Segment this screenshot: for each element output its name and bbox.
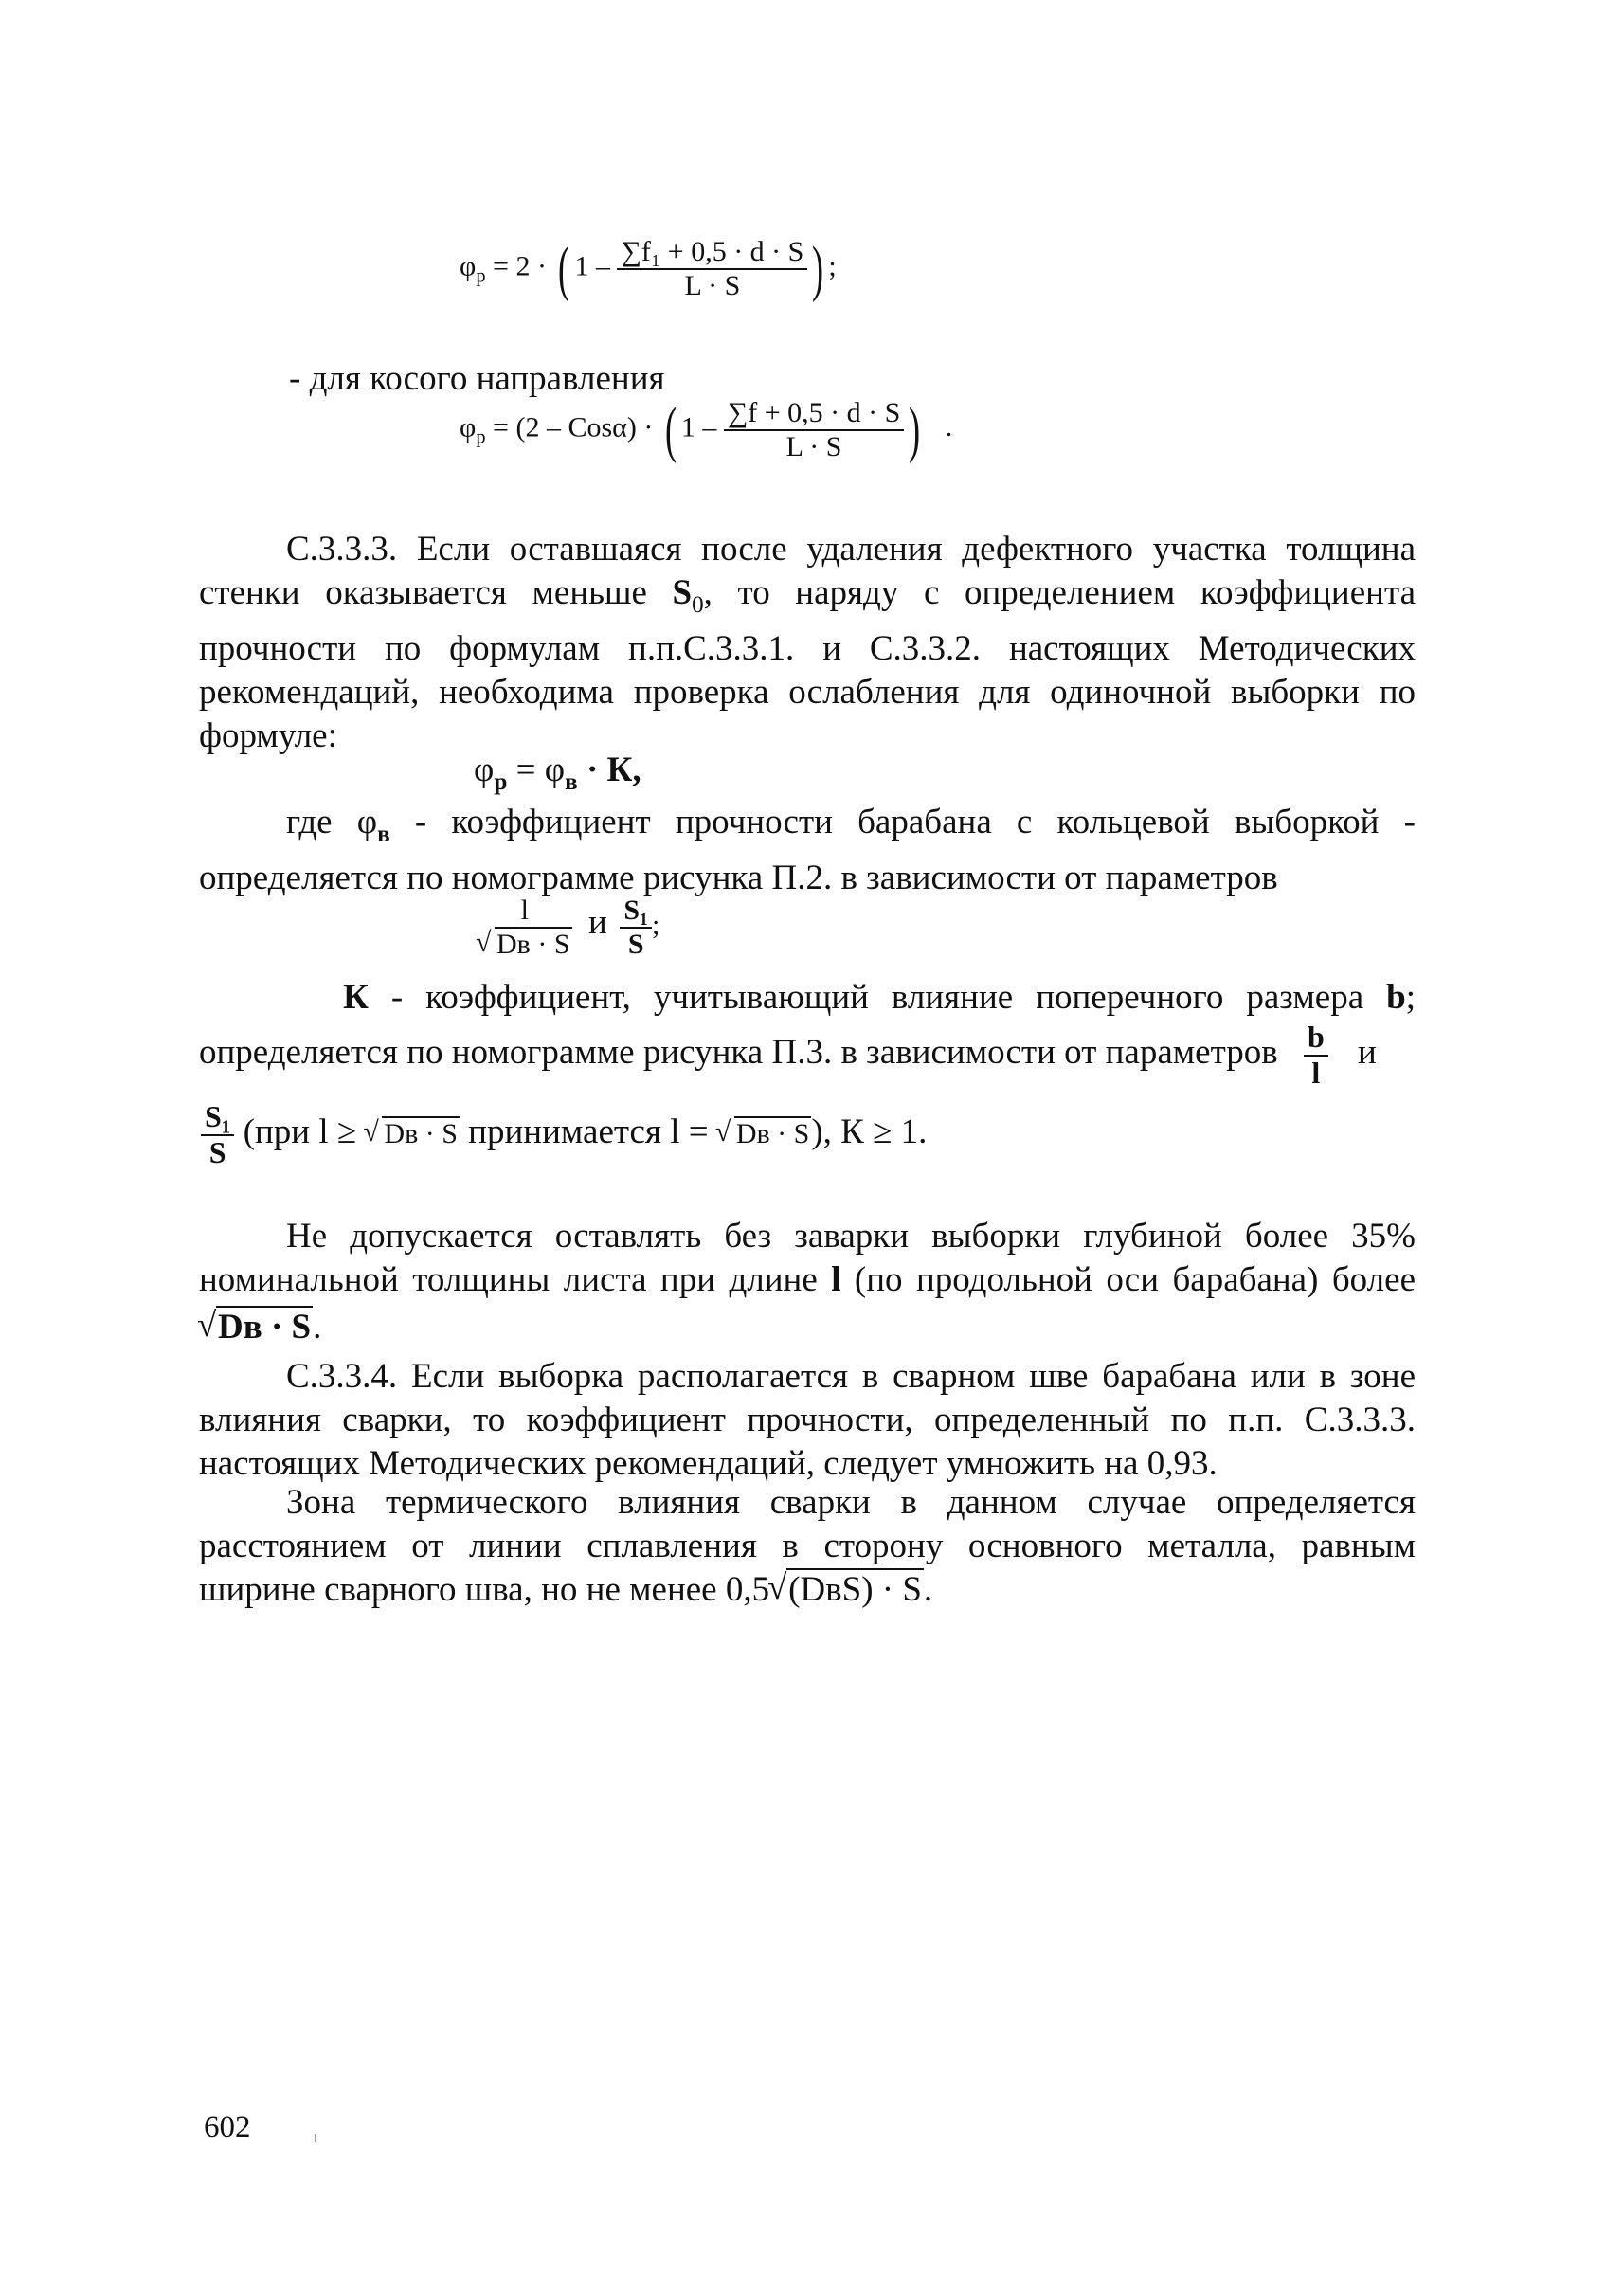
parameters-fractions: l √ Dв · S и $\frac{\text{S₁}}{S}$ ; [474, 895, 659, 959]
scan-speck [315, 2134, 316, 2142]
phi-symbol: φ [460, 250, 477, 282]
paragraph-c334: С.3.3.4. Если выборка располагается в сварном шве барабана или в зоне влияния сварки, то коэффициент прочности, определенный по п.п. С.3.3.3. настоящих Методических рекомендаций, следует умножить на 0,93. [199, 1357, 1416, 1483]
oblique-direction-label: - для косого направления [289, 359, 665, 398]
sqrt-symbol: √ Dв · S [478, 930, 572, 960]
paragraph-not-allowed: Не допускается оставлять без заварки выборки глубиной более 35% номинальной толщины листа при длине l (по продольной оси барабана) более √ Dв · S. [199, 1215, 1416, 1349]
condition-line: $\frac{\text{S₁}}{S}$ (при l ≥ √ Dв · S принимается l = √ Dв · S), К ≥ 1. [201, 1101, 927, 1168]
definition-phi-v: где $\varphi_в$ - коэффициент прочности барабана с кольцевой выборкой - определяется по номограмме рисунка П.2. в зависимости от параметров [199, 803, 1416, 897]
page-number: 602 [204, 2110, 251, 2144]
paragraph-c333: С.3.3.3. Если оставшаяся после удаления дефектного участка толщина стенки оказывается меньше $S_0$, то наряду с определением коэффициента прочности по формулам п.п.С.3.3.1. и С.3.3.2. настоящих Методических рекомендаций, необходима проверка ослабления для одиночной выборки по формуле: [199, 530, 1417, 755]
fraction-s1-over-s: $\frac{\text{S₁}}{S}$ [620, 895, 652, 959]
definition-k: К - коэффициент, учитывающий влияние поперечного размера b; [343, 978, 1416, 1017]
fraction-l-over-sqrt: l √ Dв · S [474, 895, 576, 959]
formula-phi-p-longitudinal: $\varphi_р = 2$ · ( 1 – $\frac{\text{∑f₁ + 0,5 · d · S}}{L \cdot S}$ ) ; [460, 233, 837, 303]
formula1-fraction: $\frac{\text{∑f₁ + 0,5 · d · S}}{L \cdot S}$ [617, 237, 807, 300]
formula-phi-p-oblique: $\varphi_р = (2 - Cos\alpha)$ · ( 1 – $\frac{\sum f + 0,5 \cdot d \cdot S}{L \cdot S}$ ) . [460, 394, 953, 464]
fraction-s1-over-s-2: $\frac{\text{S₁}}{S}$ [201, 1101, 234, 1168]
formula2-fraction: $\frac{\sum f + 0,5 \cdot d \cdot S}{L \cdot S}$ [724, 398, 904, 461]
nomogram-p3-line: определяется по номограмме рисунка П.3. в зависимости от параметров $\frac{b}{l}$ и [199, 1020, 1377, 1090]
paragraph-heat-zone: Зона термического влияния сварки в данном случае определяется расстоянием от линии сплавления в сторону основного металла, равным ширине сварного шва, но не менее 0,5√ (DвS) · S. [199, 1481, 1416, 1612]
fraction-b-over-l: $\frac{b}{l}$ [1304, 1021, 1328, 1089]
formula-phi-p-single: $\varphi_р = \varphi_в \cdot К$, [474, 750, 641, 795]
